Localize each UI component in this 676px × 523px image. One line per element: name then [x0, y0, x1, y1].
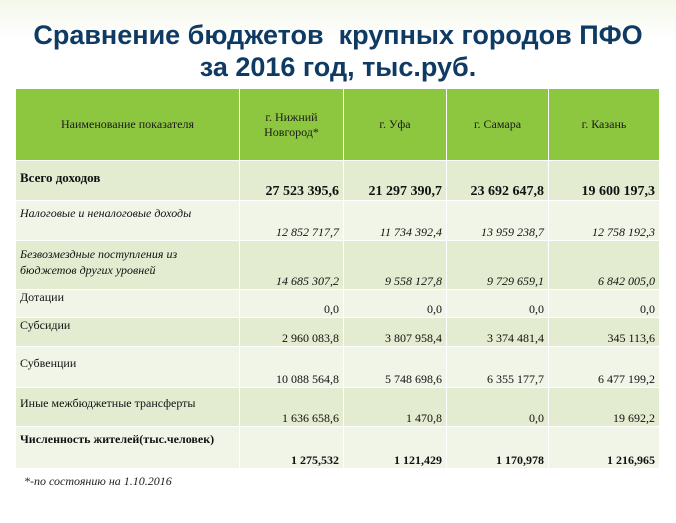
- row-label: Субвенции: [16, 347, 240, 388]
- cell-value: 23 692 647,8: [447, 161, 549, 201]
- row-label: Иные межбюджетные трансферты: [16, 388, 240, 427]
- cell-value: 1 470,8: [344, 388, 447, 427]
- row-label: Субсидии: [16, 318, 240, 347]
- row-label: Дотации: [16, 290, 240, 318]
- header-kazan: г. Казань: [549, 89, 660, 161]
- row-subsidies-equalization: [16, 290, 660, 318]
- cell-value: 5 748 698,6: [344, 347, 447, 388]
- title-line-2: за 2016 год, тыс.руб.: [199, 52, 477, 82]
- budget-table: [15, 88, 660, 469]
- cell-value: 12 758 192,3: [549, 201, 660, 241]
- cell-value: 3 807 958,4: [344, 318, 447, 347]
- cell-value: 12 852 717,7: [240, 201, 344, 241]
- row-subsidies: [16, 318, 660, 347]
- cell-value: 6 477 199,2: [549, 347, 660, 388]
- cell-value: 19 600 197,3: [549, 161, 660, 201]
- cell-value: 1 170,978: [447, 427, 549, 469]
- cell-value: 9 558 127,8: [344, 241, 447, 290]
- row-label: Всего доходов: [16, 161, 240, 201]
- row-label: Налоговые и неналоговые доходы: [16, 201, 240, 241]
- cell-value: 27 523 395,6: [240, 161, 344, 201]
- row-tax-income: [16, 201, 660, 241]
- cell-value: 6 842 005,0: [549, 241, 660, 290]
- cell-value: 1 275,532: [240, 427, 344, 469]
- cell-value: 1 121,429: [344, 427, 447, 469]
- cell-value: 0,0: [344, 290, 447, 318]
- title-line-1: Сравнение бюджетов крупных городов ПФО: [33, 20, 643, 50]
- cell-value: 0,0: [549, 290, 660, 318]
- row-grants: [16, 241, 660, 290]
- row-label: Численность жителей(тыс.человек): [16, 427, 240, 469]
- cell-value: 3 374 481,4: [447, 318, 549, 347]
- cell-value: 1 216,965: [549, 427, 660, 469]
- cell-value: 13 959 238,7: [447, 201, 549, 241]
- table-header-row: [16, 89, 660, 161]
- cell-value: 0,0: [447, 388, 549, 427]
- cell-value: 0,0: [447, 290, 549, 318]
- header-indicator: Наименование показателя: [16, 89, 240, 161]
- row-population: [16, 427, 660, 469]
- cell-value: 9 729 659,1: [447, 241, 549, 290]
- row-total-income: [16, 161, 660, 201]
- cell-value: 14 685 307,2: [240, 241, 344, 290]
- footnote: *-по состоянию на 1.10.2016: [24, 474, 172, 488]
- row-subventions: [16, 347, 660, 388]
- header-samara: г. Самара: [447, 89, 549, 161]
- cell-value: 1 636 658,6: [240, 388, 344, 427]
- row-label: Безвозмездные поступления из бюджетов других уровней: [16, 241, 240, 290]
- cell-value: 19 692,2: [549, 388, 660, 427]
- cell-value: 345 113,6: [549, 318, 660, 347]
- cell-value: 0,0: [240, 290, 344, 318]
- cell-value: 10 088 564,8: [240, 347, 344, 388]
- cell-value: 11 734 392,4: [344, 201, 447, 241]
- header-nizhny-novgorod: г. Нижний Новгород*: [240, 89, 344, 161]
- cell-value: 2 960 083,8: [240, 318, 344, 347]
- cell-value: 6 355 177,7: [447, 347, 549, 388]
- header-ufa: г. Уфа: [344, 89, 447, 161]
- row-other-transfers: [16, 388, 660, 427]
- cell-value: 21 297 390,7: [344, 161, 447, 201]
